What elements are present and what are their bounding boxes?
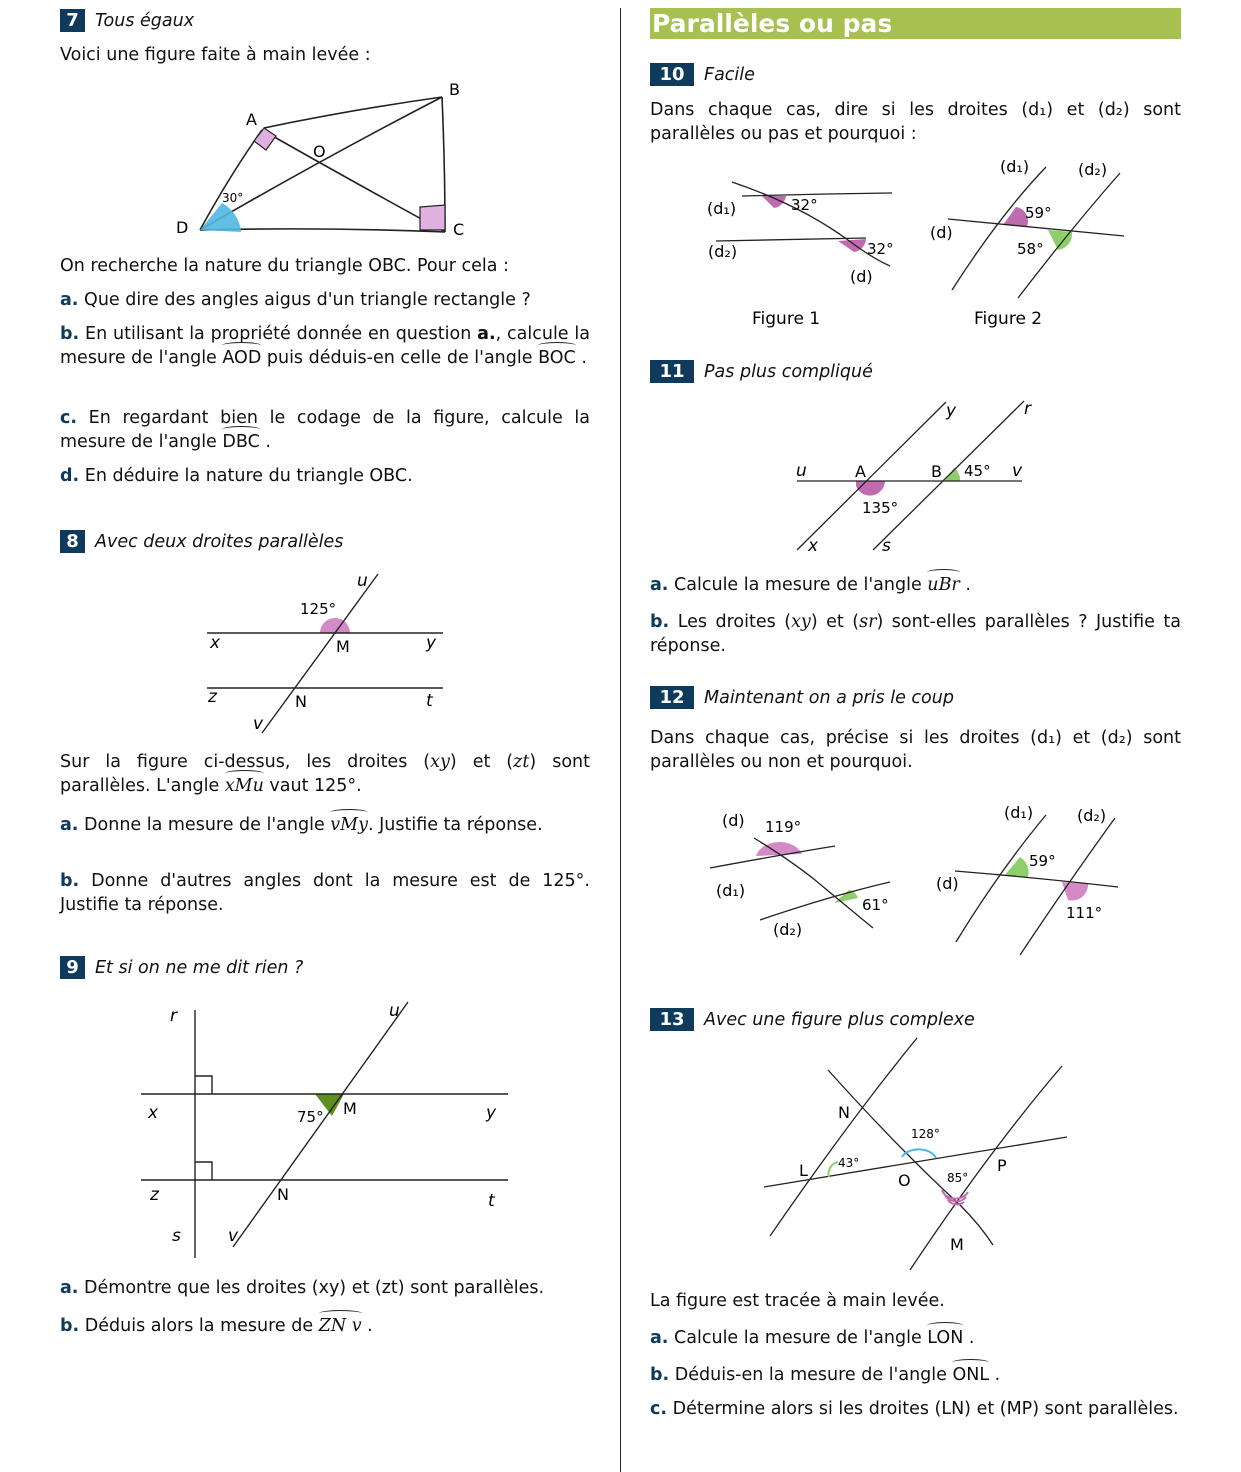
question-text: Calcule la mesure de l'angle: [674, 575, 928, 595]
label-t: t: [488, 1191, 495, 1211]
angle-label: 59°: [1025, 204, 1052, 222]
exercise-title: Pas plus compliqué: [704, 361, 873, 382]
question-label: d.: [60, 466, 80, 486]
question-label: a.: [650, 1328, 669, 1348]
label-D: D: [176, 218, 189, 237]
angle-label: 32°: [867, 240, 894, 258]
question-text: ) sont-elles parallèles ? Justifie ta réponse.: [650, 612, 1181, 656]
angle-notation: ZN v: [318, 1316, 362, 1336]
label-B: B: [449, 80, 460, 99]
ex7-question-d: [60, 464, 590, 488]
angle-notation: vMy: [330, 815, 368, 835]
label-O: O: [898, 1171, 911, 1190]
question-text: Donne d'autres angles dont la mesure est de 125°. Justifie ta réponse.: [60, 871, 590, 915]
ex8-statement: [60, 750, 590, 798]
angle-label: 32°: [791, 196, 818, 214]
angle-label: 75°: [297, 1108, 324, 1126]
angle-label: 61°: [862, 896, 889, 914]
exercise-title: Et si on ne me dit rien ?: [95, 957, 304, 978]
label-N: N: [277, 1185, 289, 1204]
question-label: a.: [60, 1278, 79, 1298]
angle-label: 59°: [1029, 852, 1056, 870]
label-v: v: [228, 1226, 239, 1246]
question-label: a.: [60, 290, 79, 310]
label-z: z: [208, 687, 217, 707]
ex9-question-b: [60, 1314, 590, 1338]
question-text: puis déduis-en celle de l'angle: [261, 348, 539, 368]
angle-label: 43°: [838, 1156, 860, 1170]
question-text: Donne la mesure de l'angle: [84, 815, 331, 835]
column-divider: [620, 8, 621, 1472]
line-name: xy: [791, 612, 811, 632]
exercise-number: 12: [650, 686, 694, 709]
label-s: s: [882, 536, 891, 556]
label-d: (d): [936, 874, 959, 893]
ex7-question-b: [60, 322, 590, 370]
question-text: ) et (: [810, 612, 860, 632]
label-N: N: [295, 692, 307, 711]
question-label: b.: [650, 1365, 670, 1385]
angle-notation: uBr: [927, 575, 960, 595]
ex9-question-a: [60, 1276, 590, 1300]
question-text: Détermine alors si les droites (LN) et (MP) sont parallèles.: [672, 1399, 1179, 1419]
label-y: y: [486, 1103, 497, 1123]
question-label: b.: [60, 871, 80, 891]
label-r: r: [170, 1006, 177, 1026]
question-label: c.: [650, 1399, 668, 1419]
exercise-number: 8: [60, 530, 85, 553]
question-text: Les droites (: [677, 612, 792, 632]
angle-label: 119°: [765, 818, 802, 836]
question-text: .: [959, 575, 971, 595]
ex13-question-a: [650, 1326, 1181, 1350]
question-text: Déduis-en la mesure de l'angle: [674, 1365, 953, 1385]
ex13-question-b: [650, 1363, 1181, 1387]
label-s: s: [172, 1226, 181, 1246]
label-x: x: [808, 536, 819, 556]
exercise-number: 10: [650, 63, 694, 86]
ex11-question-a: [650, 573, 1181, 597]
ex7-intro: Voici une figure faite à main levée :: [60, 45, 371, 65]
exercise-title: Avec deux droites parallèles: [95, 531, 344, 552]
question-text: .: [259, 432, 271, 452]
ex7-question-a: [60, 288, 590, 312]
label-C: C: [453, 220, 465, 239]
angle-label: 30°: [222, 191, 244, 205]
angle-label: 135°: [862, 499, 899, 517]
question-text: En déduire la nature du triangle OBC.: [84, 466, 413, 486]
label-d: (d): [930, 223, 953, 242]
angle-notation: xMu: [224, 776, 264, 796]
angle-label: 125°: [300, 600, 337, 618]
question-text: . Justifie ta réponse.: [367, 815, 543, 835]
ex8-question-b: [60, 869, 590, 917]
angle-notation: LON: [927, 1328, 964, 1348]
question-text: Calcule la mesure de l'angle: [674, 1328, 928, 1348]
line-name: xy: [430, 752, 450, 772]
exercise-title: Avec une figure plus complexe: [704, 1009, 975, 1030]
exercise-9-header: [60, 956, 303, 979]
question-label: c.: [60, 408, 78, 428]
angle-label: 58°: [1017, 240, 1044, 258]
label-y: y: [946, 401, 957, 421]
label-d: (d): [850, 267, 873, 286]
question-ref: a.: [477, 324, 496, 344]
question-text: .: [963, 1328, 975, 1348]
exercise-number: 13: [650, 1008, 694, 1031]
label-M: M: [343, 1099, 357, 1118]
exercise-11-header: [650, 360, 873, 383]
ex7-question-c: [60, 406, 590, 454]
exercise-12-header: [650, 686, 954, 709]
exercise-title: Tous égaux: [95, 10, 195, 31]
ex11-question-b: [650, 610, 1181, 658]
angle-label: 128°: [911, 1127, 940, 1141]
figure-caption: Figure 1: [752, 309, 821, 329]
label-d2: (d₂): [708, 242, 738, 261]
ex8-question-a: [60, 813, 590, 837]
ex7-question-intro: On recherche la nature du triangle OBC. Pour cela :: [60, 256, 509, 276]
ex12-statement: Dans chaque cas, précise si les droites (d₁) et (d₂) sont parallèles ou non et pourquoi.: [650, 728, 1181, 772]
exercise-number: 11: [650, 360, 694, 383]
label-r: r: [1024, 399, 1031, 419]
question-text: Déduis alors la mesure de: [84, 1316, 319, 1336]
label-d1: (d₁): [716, 881, 746, 900]
question-label: b.: [60, 324, 80, 344]
line-name: zt: [513, 752, 530, 772]
exercise-13-header: [650, 1008, 975, 1031]
label-v: v: [1012, 461, 1023, 481]
exercise-title: Maintenant on a pris le coup: [704, 687, 954, 708]
label-P: P: [997, 1156, 1007, 1175]
label-d: (d): [722, 811, 745, 830]
section-title: Parallèles ou pas: [652, 9, 893, 38]
label-x: x: [148, 1103, 159, 1123]
label-d1: (d₁): [707, 199, 737, 218]
statement-text: ) et (: [449, 752, 514, 772]
angle-notation: ONL: [952, 1365, 990, 1385]
question-text: .: [361, 1316, 373, 1336]
exercise-7-header: [60, 9, 194, 32]
label-t: t: [426, 691, 433, 711]
statement-text: Sur la figure ci-dessus, les droites (: [60, 752, 431, 772]
label-d2: (d₂): [773, 920, 803, 939]
angle-label: 45°: [964, 462, 991, 480]
angle-notation: DBC: [222, 432, 260, 452]
exercise-number: 9: [60, 956, 85, 979]
exercise-8-header: [60, 530, 343, 553]
label-d2: (d₂): [1077, 806, 1107, 825]
label-A: A: [855, 462, 866, 481]
label-u: u: [389, 1001, 400, 1021]
question-label: a.: [60, 815, 79, 835]
label-y: y: [426, 633, 437, 653]
angle-notation: BOC: [538, 348, 576, 368]
label-A: A: [246, 110, 257, 129]
label-d2: (d₂): [1078, 160, 1108, 179]
label-L: L: [799, 1161, 808, 1180]
label-u: u: [796, 461, 807, 481]
label-v: v: [253, 714, 264, 734]
label-M: M: [336, 637, 350, 656]
exercise-number: 7: [60, 9, 85, 32]
question-text: .: [575, 348, 587, 368]
section-banner: [650, 8, 1181, 39]
line-name: sr: [859, 612, 877, 632]
ex13-question-c: [650, 1397, 1181, 1421]
label-N: N: [838, 1103, 850, 1122]
label-u: u: [357, 571, 368, 591]
label-O: O: [313, 142, 326, 161]
ex10-statement: Dans chaque cas, dire si les droites (d₁) et (d₂) sont parallèles ou pas et pourquoi :: [650, 100, 1181, 144]
statement-text: vaut 125°.: [263, 776, 362, 796]
label-M: M: [950, 1235, 964, 1254]
label-d1: (d₁): [1000, 157, 1030, 176]
question-label: a.: [650, 575, 669, 595]
angle-notation: AOD: [222, 348, 262, 368]
label-z: z: [150, 1185, 159, 1205]
figure-caption: Figure 2: [974, 309, 1043, 329]
question-text: En regardant bien le codage de la figure, calcule la mesure de l'angle: [60, 408, 590, 452]
ex13-statement: La figure est tracée à main levée.: [650, 1291, 945, 1311]
question-text: Que dire des angles aigus d'un triangle rectangle ?: [84, 290, 531, 310]
question-text: En utilisant la propriété donnée en question: [85, 324, 478, 344]
question-text: Démontre que les droites (xy) et (zt) sont parallèles.: [84, 1278, 545, 1298]
question-label: b.: [650, 612, 670, 632]
label-d1: (d₁): [1004, 803, 1034, 822]
question-text: , calcule la mesure de l'angle: [60, 324, 590, 368]
label-B: B: [931, 462, 942, 481]
angle-label: 111°: [1066, 904, 1103, 922]
label-x: x: [210, 633, 221, 653]
angle-label: 85°: [947, 1171, 969, 1185]
question-label: b.: [60, 1316, 80, 1336]
statement-text: ) sont parallèles. L'angle: [60, 752, 590, 796]
question-text: .: [989, 1365, 1001, 1385]
exercise-title: Facile: [704, 64, 755, 85]
exercise-10-header: [650, 63, 755, 86]
